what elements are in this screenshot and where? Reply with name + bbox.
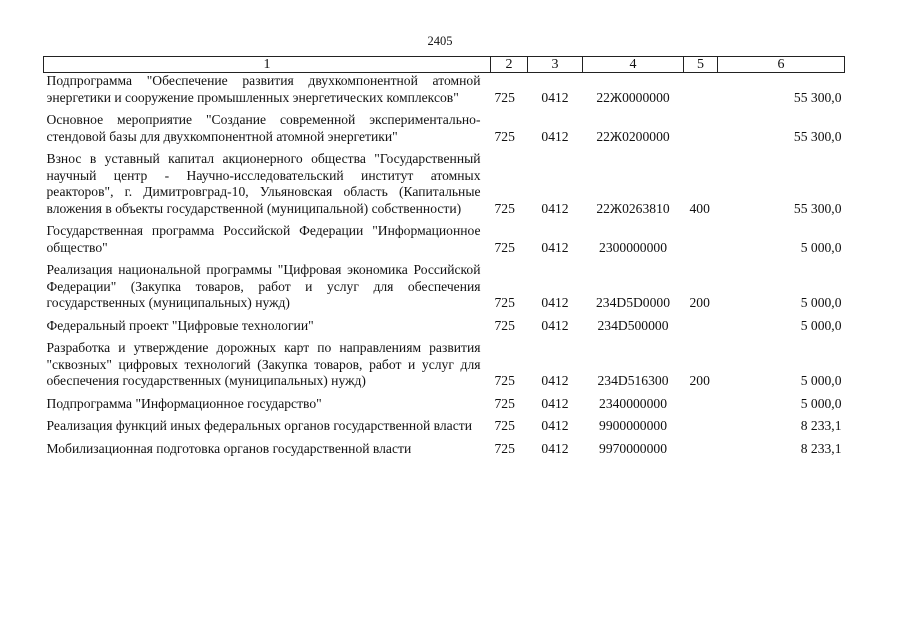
row-expense-type: 200 xyxy=(689,295,710,310)
row-admin-code: 725 xyxy=(494,200,515,216)
row-target-code: 9970000000 xyxy=(599,440,667,456)
row-admin-code: 725 xyxy=(494,317,515,333)
row-section-code: 0412 xyxy=(541,317,569,333)
row-target-code: 22Ж0263810 xyxy=(596,200,670,216)
row-sum: 55 300,0 xyxy=(793,128,842,144)
row-admin-code: 725 xyxy=(494,128,515,144)
row-sum: 5 000,0 xyxy=(800,239,842,255)
row-target-code: 234D500000 xyxy=(597,317,669,333)
budget-table xyxy=(43,56,845,461)
row-name: Разработка и утверждение дорожных карт по направлениям развития "сквозных" цифровых технологий (Закупка товаров, работ и услуг для обеспечения государственных (муниципальных) нужд) xyxy=(46,340,481,388)
row-sum: 55 300,0 xyxy=(793,200,842,216)
table-row xyxy=(44,260,845,316)
table-row xyxy=(44,394,845,417)
row-sum: 8 233,1 xyxy=(800,440,842,456)
row-expense-type xyxy=(684,416,718,439)
row-admin-code: 725 xyxy=(494,89,515,105)
row-expense-type: 400 xyxy=(689,200,710,216)
row-sum: 5 000,0 xyxy=(800,317,842,333)
row-name: Федеральный проект "Цифровые технологии" xyxy=(46,317,314,333)
row-section-code: 0412 xyxy=(541,418,569,433)
row-section-code: 0412 xyxy=(541,440,569,456)
row-expense-type xyxy=(684,394,718,417)
row-expense-type xyxy=(684,110,718,149)
row-name: Взнос в уставный капитал акционерного общества "Государственный научный центр - Научно-исследовательский институт атомных реакторов", г. Димитровград-10, Ульяновская область (Капитальные вложения в объекты государственной (муниципальной) собственности) xyxy=(46,151,481,216)
row-target-code: 234D5D0000 xyxy=(595,295,670,310)
row-section-code: 0412 xyxy=(541,200,569,216)
row-name: Реализация национальной программы "Цифровая экономика Российской Федерации" (Закупка товаров, работ и услуг для обеспечения государственных (муниципальных) нужд) xyxy=(46,262,481,310)
row-sum: 55 300,0 xyxy=(793,89,842,105)
row-section-code: 0412 xyxy=(541,295,569,310)
table-row xyxy=(44,149,845,221)
row-name: Основное мероприятие "Создание современной экспериментально-стендовой базы для двухкомпонентной атомной энергетики" xyxy=(46,112,481,144)
row-admin-code: 725 xyxy=(494,418,515,433)
table-row xyxy=(44,316,845,339)
row-expense-type: 200 xyxy=(689,373,710,388)
row-section-code: 0412 xyxy=(541,373,569,388)
row-sum: 5 000,0 xyxy=(800,295,842,310)
row-admin-code: 725 xyxy=(494,395,515,411)
row-target-code: 22Ж0200000 xyxy=(596,128,670,144)
column-header-type: 5 xyxy=(684,57,718,73)
row-sum: 5 000,0 xyxy=(800,373,842,388)
row-expense-type xyxy=(684,439,718,462)
row-target-code: 2300000000 xyxy=(599,239,667,255)
row-section-code: 0412 xyxy=(541,395,569,411)
row-name: Реализация функций иных федеральных органов государственной власти xyxy=(46,418,472,433)
row-target-code: 2340000000 xyxy=(599,395,667,411)
row-sum: 5 000,0 xyxy=(800,395,842,411)
table-row xyxy=(44,110,845,149)
row-expense-type xyxy=(684,73,718,111)
row-section-code: 0412 xyxy=(541,89,569,105)
row-admin-code: 725 xyxy=(494,295,515,310)
row-admin-code: 725 xyxy=(494,239,515,255)
table-header-row xyxy=(44,57,845,73)
row-expense-type xyxy=(684,221,718,260)
row-section-code: 0412 xyxy=(541,239,569,255)
table-row xyxy=(44,416,845,439)
column-header-admin: 2 xyxy=(491,57,528,73)
column-header-section: 3 xyxy=(528,57,583,73)
row-target-code: 22Ж0000000 xyxy=(596,89,670,105)
row-name: Государственная программа Российской Федерации "Информационное общество" xyxy=(46,223,481,255)
row-admin-code: 725 xyxy=(494,373,515,388)
column-header-target: 4 xyxy=(583,57,684,73)
column-header-sum: 6 xyxy=(718,57,845,73)
column-header-name: 1 xyxy=(44,57,491,73)
row-name: Подпрограмма "Информационное государство" xyxy=(46,395,322,411)
table-row xyxy=(44,338,845,394)
row-section-code: 0412 xyxy=(541,128,569,144)
row-target-code: 234D516300 xyxy=(597,373,669,388)
row-expense-type xyxy=(684,316,718,339)
row-sum: 8 233,1 xyxy=(800,418,842,433)
table-row xyxy=(44,73,845,111)
table-row xyxy=(44,221,845,260)
page-number: 2405 xyxy=(427,34,453,48)
row-admin-code: 725 xyxy=(494,440,515,456)
row-target-code: 9900000000 xyxy=(599,418,667,433)
table-row xyxy=(44,439,845,462)
row-name: Мобилизационная подготовка органов государственной власти xyxy=(46,440,412,456)
row-name: Подпрограмма "Обеспечение развития двухкомпонентной атомной энергетики и сооружение промышленных энергетических комплексов" xyxy=(46,73,481,105)
